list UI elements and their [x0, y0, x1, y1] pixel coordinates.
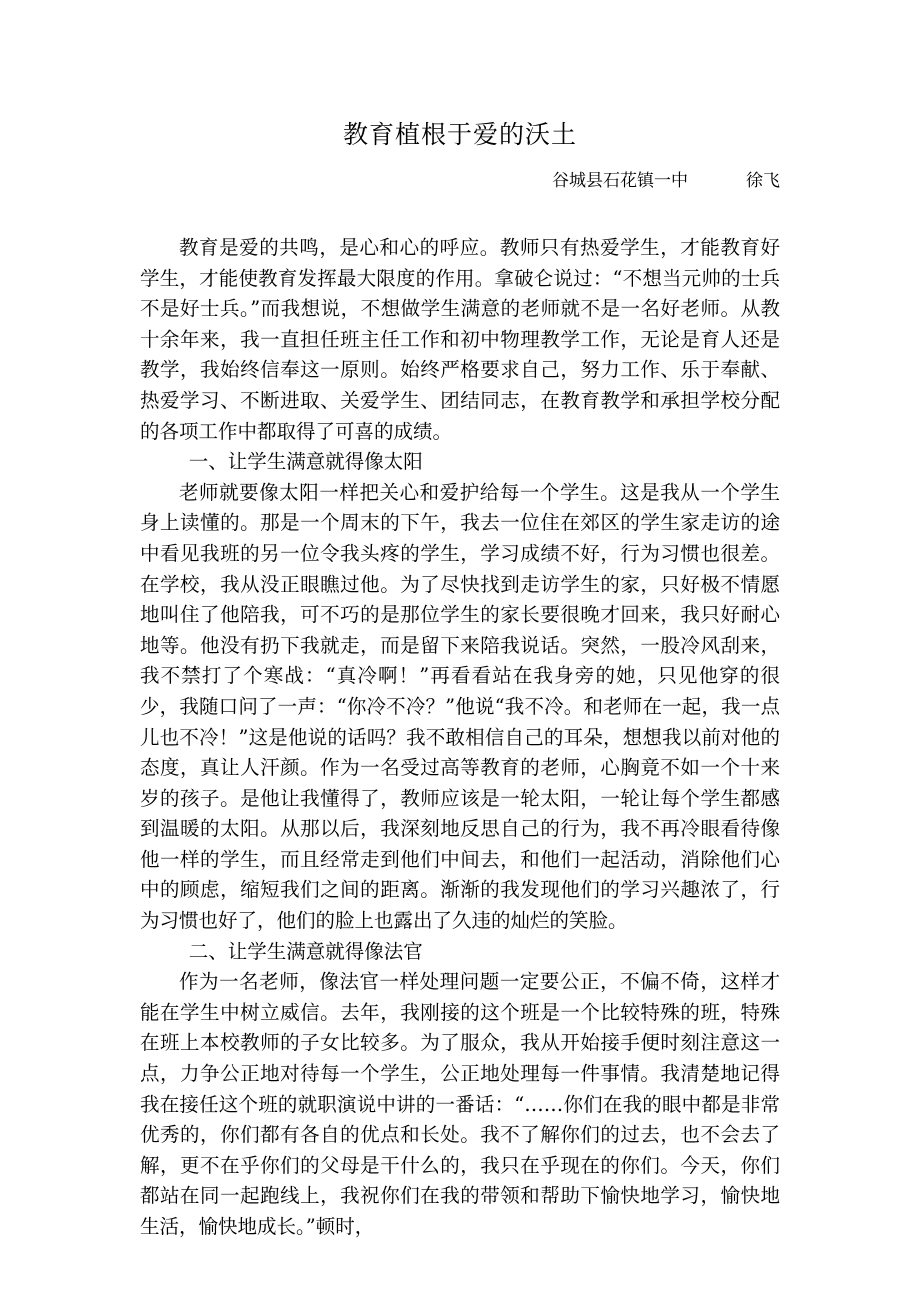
document-title: 教育植根于爱的沃土 [342, 120, 577, 149]
author-byline [552, 168, 780, 194]
body-paragraph: 教育是爱的共鸣，是心和心的呼应。教师只有热爱学生，才能教育好学生，才能使教育发挥最大限度的作用。拿破仑说过：“不想当元帅的士兵不是好士兵。”而我想说，不想做学生满意的老师就不是一名好老师。从教十余年来，我一直担任班主任工作和初中物理教学工作，无论是育人还是教学，我始终信奉这一原则。始终严格要求自己，努力工作、乐于奉献、热爱学习、不断进取、关爱学生、团结同志，在教育教学和承担学校分配的各项工作中都取得了可喜的成绩。 [140, 236, 780, 443]
author-school: 谷城县石花镇一中 [552, 171, 688, 191]
section-heading: 二、让学生满意就得像法官 [188, 939, 423, 963]
document-body [140, 233, 780, 1243]
body-paragraph: 作为一名老师，像法官一样处理问题一定要公正，不偏不倚，这样才能在学生中树立威信。去年，我刚接的这个班是一个比较特殊的班，特殊在班上本校教师的子女比较多。为了服众，我从开始接手便时刻注意这一点，力争公正地对待每一个学生，公正地处理每一件事情。我清楚地记得我在接任这个班的就职演说中讲的一番话：“……你们在我的眼中都是非常优秀的，你们都有各自的优点和长处。我不了解你们的过去，也不会去了解，更不在乎你们的父母是干什么的，我只在乎现在的你们。今天，你们都站在同一起跑线上，我祝你们在我的带领和帮助下愉快地学习，愉快地生活，愉快地成长。”顿时， [140, 970, 780, 1238]
body-paragraph: 老师就要像太阳一样把关心和爱护给每一个学生。这是我从一个学生身上读懂的。那是一个周末的下午，我去一位住在郊区的学生家走访的途中看见我班的另一位令我头疼的学生，学习成绩不好，行为习惯也很差。在学校，我从没正眼瞧过他。为了尽快找到走访学生的家，只好极不情愿地叫住了他陪我，可不巧的是那位学生的家长要很晚才回来，我只好耐心地等。他没有扔下我就走，而是留下来陪我说话。突然，一股冷风刮来，我不禁打了个寒战：“真冷啊！”再看看站在我身旁的她，只见他穿的很少，我随口问了一声：“你冷不冷？”他说“我不冷。和老师在一起，我一点儿也不冷！”这是他说的话吗？我不敢相信自己的耳朵，想想我以前对他的态度，真让人汗颜。作为一名受过高等教育的老师，心胸竟不如一个十来岁的孩子。是他让我懂得了，教师应该是一轮太阳，一轮让每个学生都感到温暖的太阳。从那以后，我深刻地反思自己的行为，我不再冷眼看待像他一样的学生，而且经常走到他们中间去，和他们一起活动，消除他们心中的顾虑，缩短我们之间的距离。渐渐的我发现他们的学习兴趣浓了，行为习惯也好了，他们的脸上也露出了久违的灿烂的笑脸。 [140, 480, 780, 933]
section-heading: 一、让学生满意就得像太阳 [188, 450, 423, 474]
author-name: 徐飞 [746, 171, 780, 191]
